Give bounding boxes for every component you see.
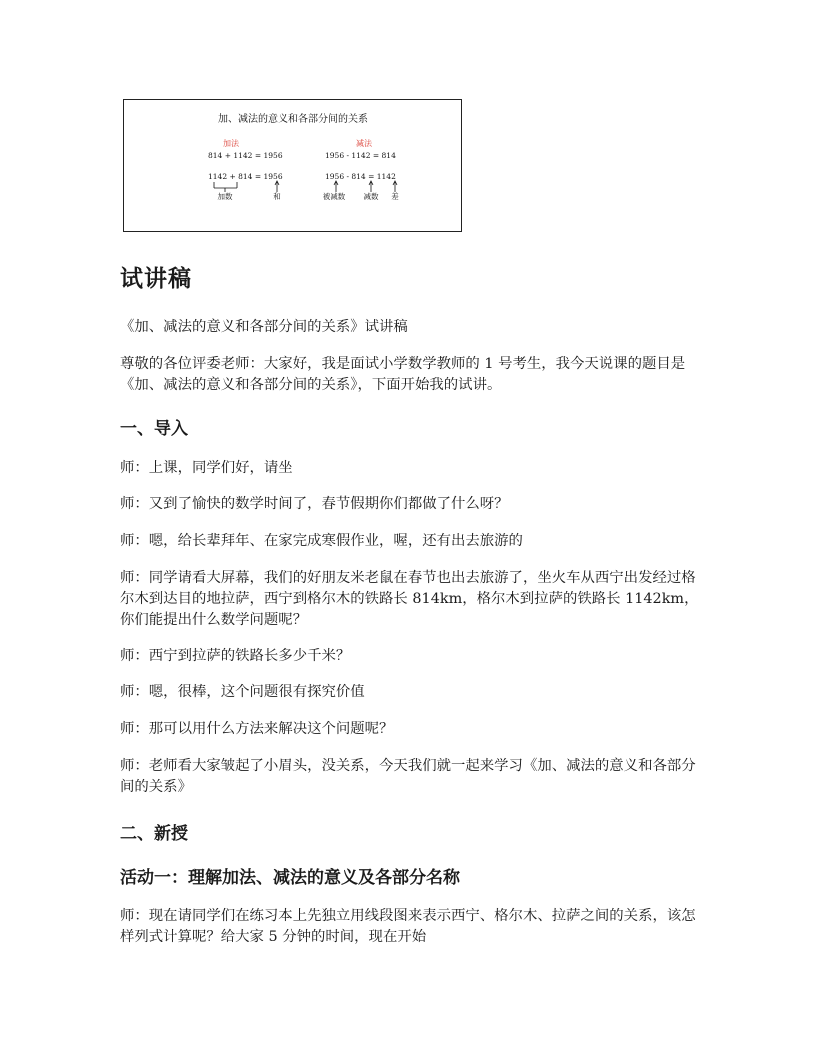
- board-sub-part1: 被减数: [322, 192, 346, 201]
- board-add-eq2: 1142 + 814 = 1956: [208, 172, 283, 181]
- dialogue-line: 师：老师看大家皱起了小眉头，没关系，今天我们就一起来学习《加、减法的意义和各部分间的关系》: [120, 758, 696, 795]
- board-svg: [124, 100, 463, 233]
- add-parts-bracket: [214, 181, 279, 192]
- sub-parts-arrows: [334, 181, 397, 192]
- activity-heading: 活动一：理解加法、减法的意义及各部分名称: [120, 868, 460, 888]
- board-sub-part2: 减数: [363, 192, 379, 201]
- dialogue-line: 师：又到了愉快的数学时间了，春节假期你们都做了什么呀？: [120, 496, 509, 512]
- board-add-part2: 和: [273, 192, 281, 201]
- board-sub-eq2: 1956 - 814 = 1142: [325, 172, 396, 181]
- intro-paragraph: 尊敬的各位评委老师：大家好，我是面试小学数学教师的 1 号考生，我今天说课的题目是《加、减法的意义和各部分间的关系》，下面开始我的试讲。: [120, 356, 686, 393]
- dialogue-line: 师：嗯，很棒，这个问题很有探究价值: [120, 684, 365, 700]
- dialogue-line: 师：嗯，给长辈拜年、在家完成寒假作业，喔，还有出去旅游的: [120, 533, 523, 549]
- dialogue-line: 师：上课，同学们好，请坐: [120, 460, 293, 476]
- document-subtitle: 《加、减法的意义和各部分间的关系》试讲稿: [120, 319, 408, 335]
- dialogue-line: 师：现在请同学们在练习本上先独立用线段图来表示西宁、格尔木、拉萨之间的关系，该怎样列式计算呢？给大家 5 分钟的时间，现在开始: [120, 908, 696, 945]
- dialogue-line: 师：西宁到拉萨的铁路长多少千米？: [120, 648, 351, 664]
- dialogue-line: 师：同学请看大屏幕，我们的好朋友米老鼠在春节也出去旅游了，坐火车从西宁出发经过格尔木到达目的地拉萨，西宁到格尔木的铁路长 814km，格尔木到拉萨的铁路长 1142km，你们能提出什么数学问题呢？: [120, 570, 699, 628]
- board-add-label: 加法: [223, 139, 239, 148]
- board-add-eq1: 814 + 1142 = 1956: [208, 151, 283, 160]
- section-heading-intro: 一、导入: [120, 419, 188, 439]
- dialogue-line: 师：那可以用什么方法来解决这个问题呢？: [120, 721, 394, 737]
- document-title: 试讲稿: [120, 265, 192, 292]
- section-heading-new-lesson: 二、新授: [120, 824, 188, 844]
- board-sub-part3: 差: [391, 192, 399, 201]
- lesson-board-figure: [123, 99, 462, 232]
- board-add-part1: 加数: [217, 192, 233, 201]
- board-sub-eq1: 1956 - 1142 = 814: [325, 151, 396, 160]
- board-sub-label: 减法: [356, 139, 372, 148]
- board-title: 加、减法的意义和各部分间的关系: [218, 114, 368, 125]
